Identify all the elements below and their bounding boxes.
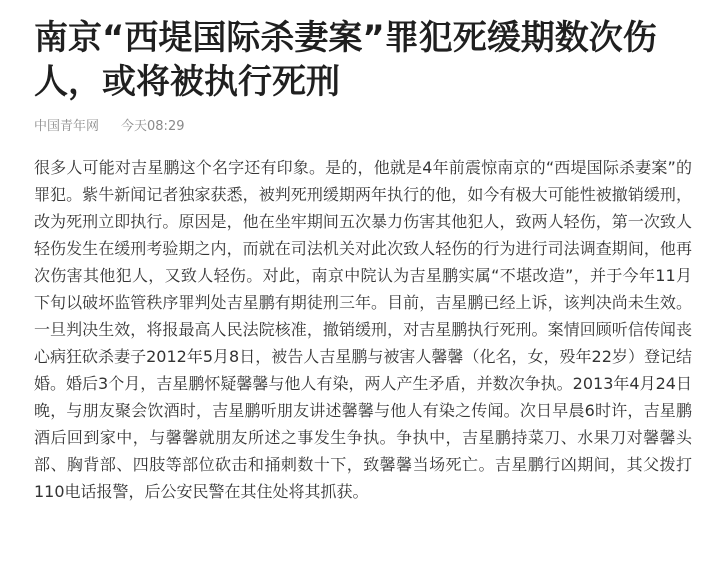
article-body: 很多人可能对吉星鹏这个名字还有印象。是的，他就是4年前震惊南京的“西堤国际杀妻案”的罪犯。紫牛新闻记者独家获悉，被判死刑缓期两年执行的他，如今有极大可能性被撤销缓刑，改为死刑立即执行。原因是，他在坐牢期间五次暴力伤害其他犯人，致两人轻伤，第一次致人轻伤发生在缓刑考验期之内，而就在司法机关对此次致人轻伤的行为进行司法调查期间，他再次伤害其他犯人，又致人轻伤。对此，南京中院认为吉星鹏实属“不堪改造”，并于今年11月下旬以破坏监管秩序罪判处吉星鹏有期徒刑三年。目前，吉星鹏已经上诉，该判决尚未生效。一旦判决生效，将报最高人民法院核准，撤销缓刑，对吉星鹏执行死刑。案情回顾听信传闻丧心病狂砍杀妻子2012年5月8日，被告人吉星鹏与被害人馨馨（化名，女，殁年22岁）登记结婚。婚后3个月，吉星鹏怀疑馨馨与他人有染，两人产生矛盾，并数次争执。2013年4月24日晚，与朋友聚会饮酒时，吉星鹏听朋友讲述馨馨与他人有染之传闻。次日早晨6时许，吉星鹏酒后回到家中，与馨馨就朋友所述之事发生争执。争执中，吉星鹏持菜刀、水果刀对馨馨头部、胸背部、四肢等部位砍击和捅刺数十下，致馨馨当场死亡。吉星鹏行凶期间，其父拨打110电话报警，后公安民警在其住处将其抓获。 [34, 158, 692, 501]
publish-time: 今天08:29 [121, 119, 185, 134]
article-source[interactable]: 中国青年网 [34, 119, 100, 134]
article-title: 南京“西堤国际杀妻案”罪犯死缓期数次伤人，或将被执行死刑 [34, 18, 657, 102]
article-meta [34, 118, 184, 136]
